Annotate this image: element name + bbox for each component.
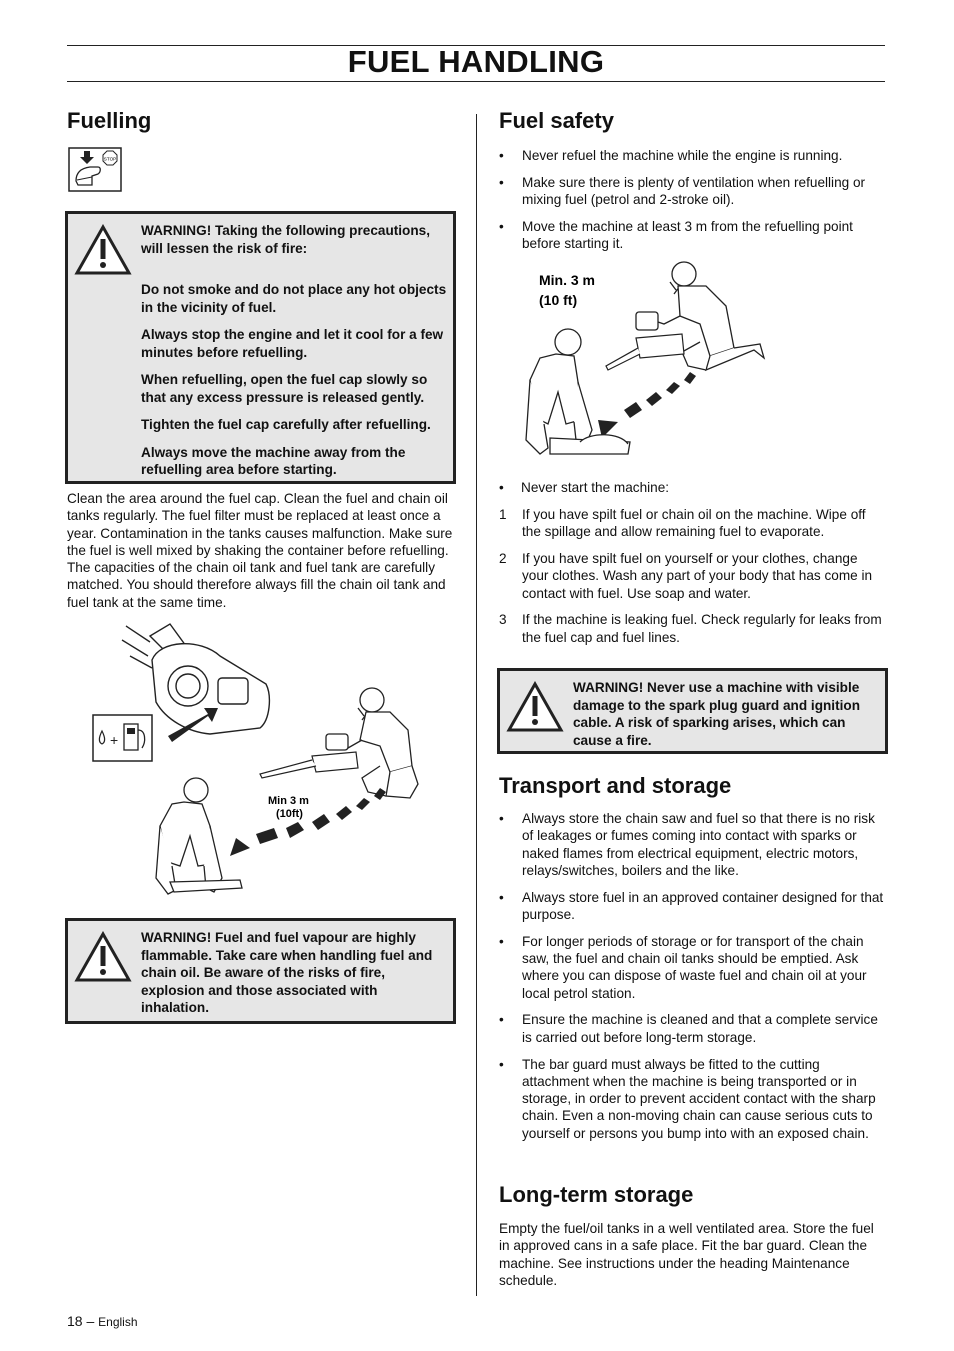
- warning1-line-4: When refuelling, open the fuel cap slowly so that any excess pressure is released gently.: [141, 372, 428, 405]
- warning3-text: WARNING! Never use a machine with visible damage to the spark plug guard and ignition cable. A risk of sparking arises, which can cause a fire.: [573, 680, 860, 748]
- title-underline: [67, 81, 885, 82]
- left-figure-label-1: Min 3 m: [268, 795, 309, 807]
- long-term-storage-heading: Long-term storage: [499, 1182, 694, 1207]
- transport-bullets: [499, 810, 885, 1152]
- never-start-list: [499, 506, 885, 656]
- warning-box-spark-plug: [497, 668, 888, 754]
- move-machine-illustration: [520, 258, 780, 470]
- left-figure-label-2: (10ft): [276, 808, 303, 820]
- stop-engine-icon: [68, 147, 122, 192]
- refuelling-illustration: [90, 616, 430, 906]
- page-title: FUEL HANDLING: [347, 44, 605, 79]
- fuelling-heading: Fuelling: [67, 108, 152, 133]
- list-item: 2 If you have spilt fuel on yourself or your clothes, change your clothes. Wash any part of your body that has come in contact with fuel. Use soap and water.: [499, 551, 873, 601]
- warning1-line-3: Always stop the engine and let it cool for a few minutes before refuelling.: [141, 327, 444, 360]
- warning-triangle-icon: [74, 224, 132, 276]
- page-footer: [67, 1313, 138, 1329]
- svg-text:+: +: [110, 732, 119, 748]
- warning1-line-1: WARNING! Taking the following precautions, will lessen the risk of fire:: [141, 223, 430, 256]
- right-figure-label-1: Min. 3 m: [539, 272, 596, 288]
- list-item: • The bar guard must always be fitted to the cutting attachment when the machine is being transported or in storage, in order to prevent accident contact with the sharp chain. Even a non-moving chain can cause serious cuts to yourself or persons you bump into with an exposed chain.: [499, 1056, 876, 1141]
- list-item: • For longer periods of storage or for transport of the chain saw, the fuel and chain oil tanks should be emptied. Ask where you can dispose of waste fuel and chain oil at your local petrol station.: [499, 933, 867, 1001]
- list-item: • Make sure there is plenty of ventilation when refuelling or mixing fuel (petrol and 2-stroke oil).: [499, 174, 866, 208]
- warning-triangle-icon: [74, 931, 132, 983]
- list-item: • Move the machine at least 3 m from the refuelling point before starting it.: [499, 218, 853, 252]
- fuel-safety-bullets: [499, 147, 885, 262]
- warning-triangle-icon: [506, 681, 564, 733]
- list-item: • Ensure the machine is cleaned and that a complete service is carried out before long-term storage.: [499, 1012, 878, 1045]
- warning1-line-5: Tighten the fuel cap carefully after refuelling.: [141, 417, 431, 432]
- list-item: • Never refuel the machine while the engine is running.: [499, 148, 843, 163]
- warning1-line-6: Always move the machine away from the refuelling area before starting.: [141, 444, 406, 477]
- right-figure-label-2: (10 ft): [539, 292, 578, 308]
- stop-icon-text: STOP: [103, 156, 117, 162]
- transport-storage-heading: Transport and storage: [499, 773, 732, 798]
- warning1-line-2: Do not smoke and do not place any hot objects in the vicinity of fuel.: [141, 282, 447, 315]
- list-item: 1 If you have spilt fuel or chain oil on the machine. Wipe off the spillage and allow remaining fuel to evaporate.: [499, 507, 866, 540]
- warning2-text: WARNING! Fuel and fuel vapour are highly flammable. Take care when handling fuel and chain oil. Be aware of the risks of fire, explosion and those associated with inhalation.: [141, 930, 433, 1015]
- warning-box-flammable: [65, 918, 456, 1024]
- list-item: 3 If the machine is leaking fuel. Check regularly for leaks from the fuel cap and fuel lines.: [499, 612, 882, 645]
- fuel-safety-heading: Fuel safety: [499, 108, 614, 133]
- list-item: • Always store the chain saw and fuel so that there is no risk of leakages or fumes coming into contact with sparks or naked flames from electrical equipment, electric motors, relays/switches, boilers and the like.: [499, 811, 875, 878]
- column-separator: [476, 114, 477, 1296]
- warning-box-fire-precautions: [65, 211, 456, 484]
- page-number: 18 –: [67, 1313, 95, 1329]
- footer-language: English: [98, 1315, 138, 1329]
- fuelling-paragraph: Clean the area around the fuel cap. Clean the fuel and chain oil tanks regularly. The fuel filter must be replaced at least once a year. Contamination in the tanks causes malfunction. Make sure the fuel is well mixed by shaking the container before refuelling. The capacities of the chain oil tank and fuel tank are carefully matched. You should therefore always fill the chain oil tank and fuel tank at the same time.: [67, 491, 453, 610]
- list-item: • Always store fuel in an approved container designed for that purpose.: [499, 889, 884, 922]
- long-term-storage-paragraph: Empty the fuel/oil tanks in a well ventilated area. Store the fuel in approved cans in a safe place. Fit the bar guard. Clean the machine. See instructions under the heading Maintenance schedule.: [499, 1221, 874, 1288]
- never-start-intro: • Never start the machine:: [499, 480, 670, 495]
